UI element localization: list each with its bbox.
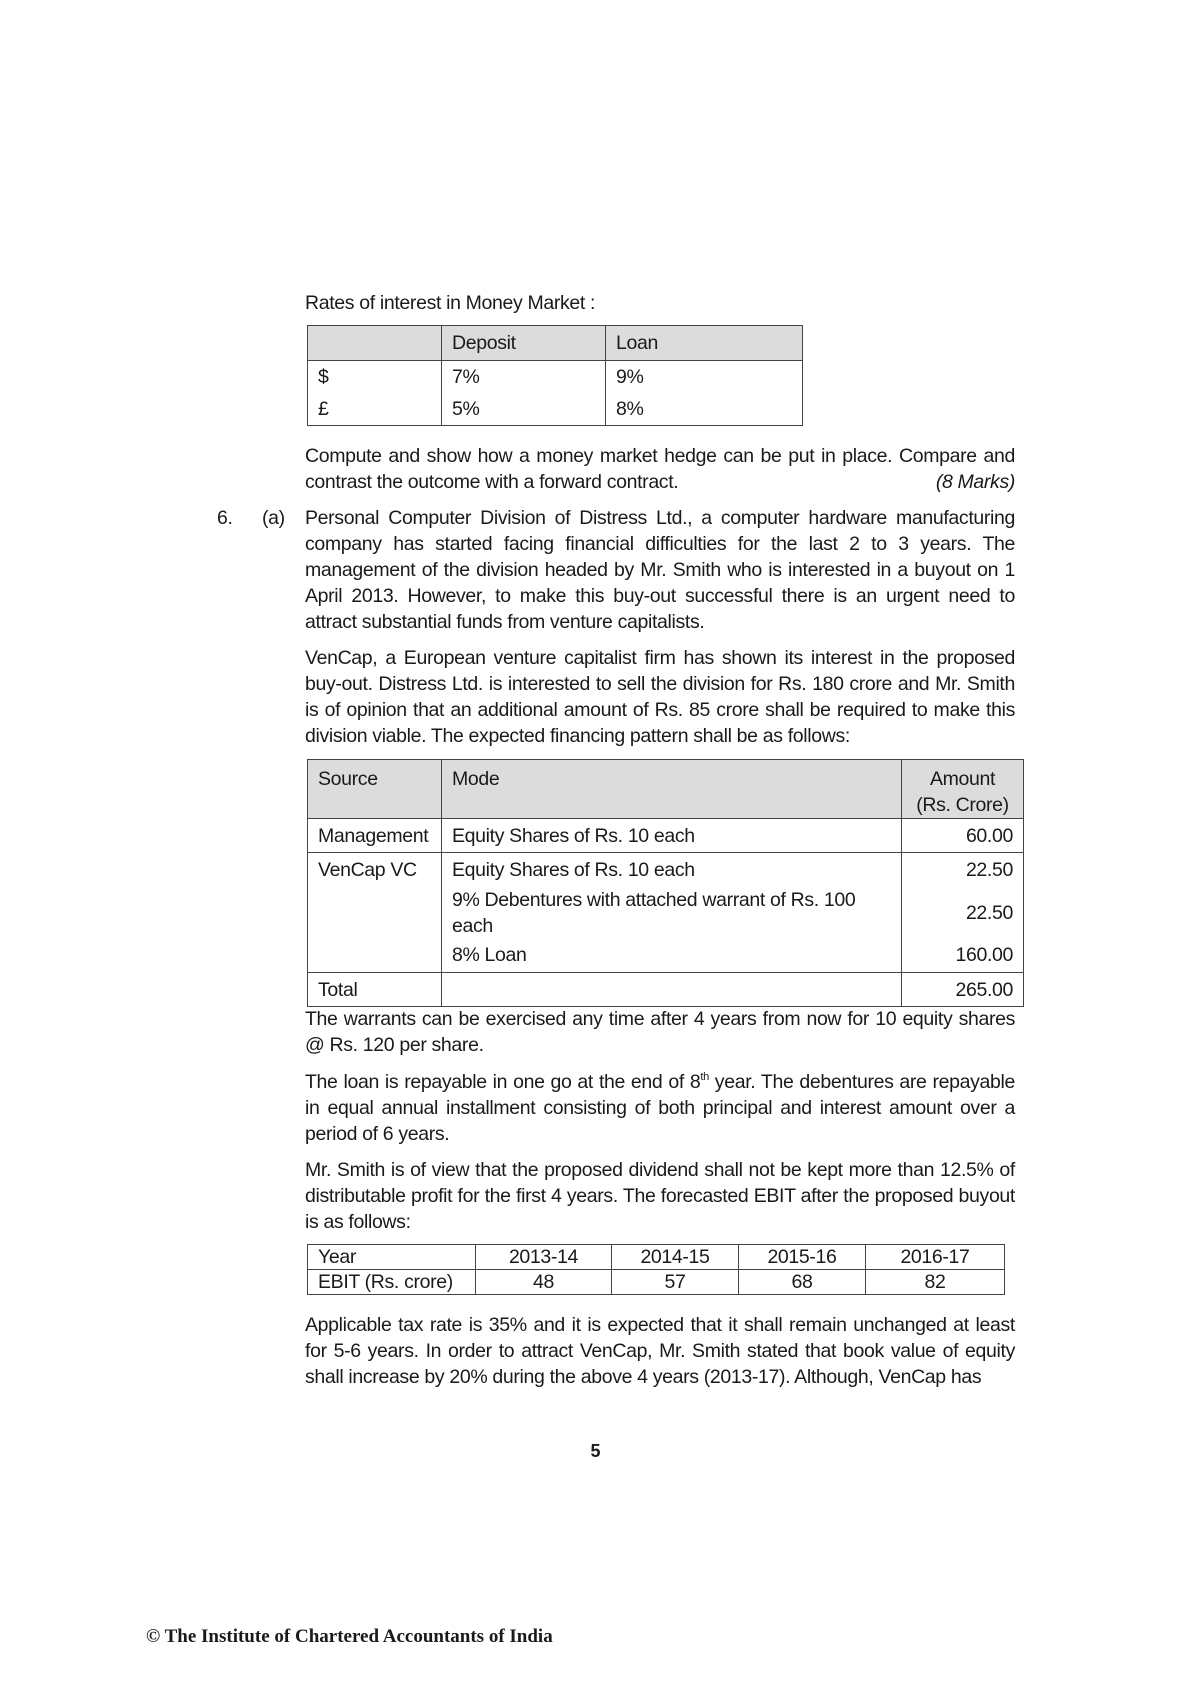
table-cell: $ (308, 361, 442, 394)
q6-paragraph-1: Personal Computer Division of Distress Ltd., a computer hardware manufacturing company has started facing financial difficulties for the last 2 to 3 years. The management of the division headed by Mr. Smith who is interested in a buyout on 1 April 2013. However, to make this buy-out successful there is an urgent need to attract substantial funds from venture capitalists. (305, 507, 1015, 633)
q6-paragraph-5: Mr. Smith is of view that the proposed dividend shall not be kept more than 12.5% of distributable profit for the first 4 years. The forecasted EBIT after the proposed buyout is as follows: (305, 1159, 1015, 1233)
table-header-row (308, 326, 803, 361)
q5-instruction-line2 (305, 469, 1015, 495)
table-header-cell: Loan (606, 326, 803, 361)
q6-paragraph-6: Applicable tax rate is 35% and it is expected that it shall remain unchanged at least for 5-6 years. In order to attract VenCap, Mr. Smith stated that book value of equity shall increase by 20% during the above 4 years (2013-17). Although, VenCap has (305, 1314, 1015, 1388)
q5-instruction-line2-text: contrast the outcome with a forward contract. (305, 471, 679, 493)
question-sub-label: (a) (262, 507, 285, 529)
table-cell: VenCap VC (308, 853, 442, 887)
q5-instruction (305, 443, 1015, 495)
table-cell: Management (308, 819, 442, 853)
table-cell: 9% (606, 361, 803, 394)
table-cell (308, 939, 442, 973)
q6-paragraph-4 (305, 1069, 1015, 1147)
question-number: 6. (217, 507, 233, 529)
q6-paragraph-3: The warrants can be exercised any time after 4 years from now for 10 equity shares @ Rs. 120 per share. (305, 1008, 1015, 1056)
q5-instruction-line1: Compute and show how a money market hedge can be put in place. Compare and (305, 445, 1015, 467)
table-row (308, 887, 1024, 939)
table-cell: £ (308, 394, 442, 426)
money-market-table (307, 325, 803, 426)
table-cell (308, 887, 442, 939)
table-cell: 57 (612, 1270, 739, 1295)
q6-paragraph-2: VenCap, a European venture capitalist firm has shown its interest in the proposed buy-out. Distress Ltd. is interested to sell the division for Rs. 180 crore and Mr. Smith is of opinion that an additional amount of Rs. 85 crore shall be required to make this division viable. The expected financing pattern shall be as follows: (305, 647, 1015, 747)
table-cell: 82 (866, 1270, 1005, 1295)
marks-label: (8 Marks) (935, 471, 1015, 493)
table-header-cell: Mode (442, 760, 902, 819)
table-cell: 160.00 (902, 939, 1024, 973)
table-cell: 2014-15 (612, 1245, 739, 1270)
table-row (308, 1270, 1005, 1295)
table-cell: 5% (442, 394, 606, 426)
q6-paragraph-4-a: The loan is repayable in one go at the end of 8 (305, 1071, 701, 1093)
table-cell: 7% (442, 361, 606, 394)
page-number: 5 (590, 1441, 601, 1461)
table-cell: 22.50 (902, 887, 1024, 939)
table-header-cell: Source (308, 760, 442, 819)
table-cell: 265.00 (902, 973, 1024, 1007)
table-row (308, 819, 1024, 853)
ebit-table (307, 1244, 1005, 1295)
table-header-cell (308, 326, 442, 361)
table-row (308, 394, 803, 426)
table-row (308, 939, 1024, 973)
table-cell: 48 (476, 1270, 612, 1295)
table-cell: 8% Loan (442, 939, 902, 973)
table-cell: EBIT (Rs. crore) (308, 1270, 476, 1295)
table-row (308, 853, 1024, 887)
table-cell: 68 (739, 1270, 866, 1295)
table-cell (442, 973, 902, 1007)
table-row (308, 1245, 1005, 1270)
table-header-row (308, 760, 1024, 819)
table-header-cell: Deposit (442, 326, 606, 361)
table-header-cell (902, 760, 1024, 819)
table-cell: 2013-14 (476, 1245, 612, 1270)
table-cell: 60.00 (902, 819, 1024, 853)
table-cell: 2015-16 (739, 1245, 866, 1270)
table-cell: 2016-17 (866, 1245, 1005, 1270)
table-cell: Total (308, 973, 442, 1007)
superscript: th (700, 1071, 709, 1083)
table-cell: Year (308, 1245, 476, 1270)
table-total-row (308, 973, 1024, 1007)
table-cell: 9% Debentures with attached warrant of Rs. 100 each (442, 887, 902, 939)
copyright-footer: © The Institute of Chartered Accountants of India (146, 1626, 553, 1647)
table-cell: 8% (606, 394, 803, 426)
amount-header: Amount (929, 768, 996, 790)
amount-header-unit: (Rs. Crore) (916, 794, 1009, 816)
table-row (308, 361, 803, 394)
financing-table (307, 759, 1024, 1007)
table-cell: 22.50 (902, 853, 1024, 887)
money-market-caption: Rates of interest in Money Market : (305, 292, 596, 314)
q6-paragraph-4-b: year. The debentures are repayable in equal annual installment consisting of both principal and interest amount over a period of 6 years. (305, 1071, 1015, 1145)
table-cell: Equity Shares of Rs. 10 each (442, 853, 902, 887)
table-cell: Equity Shares of Rs. 10 each (442, 819, 902, 853)
